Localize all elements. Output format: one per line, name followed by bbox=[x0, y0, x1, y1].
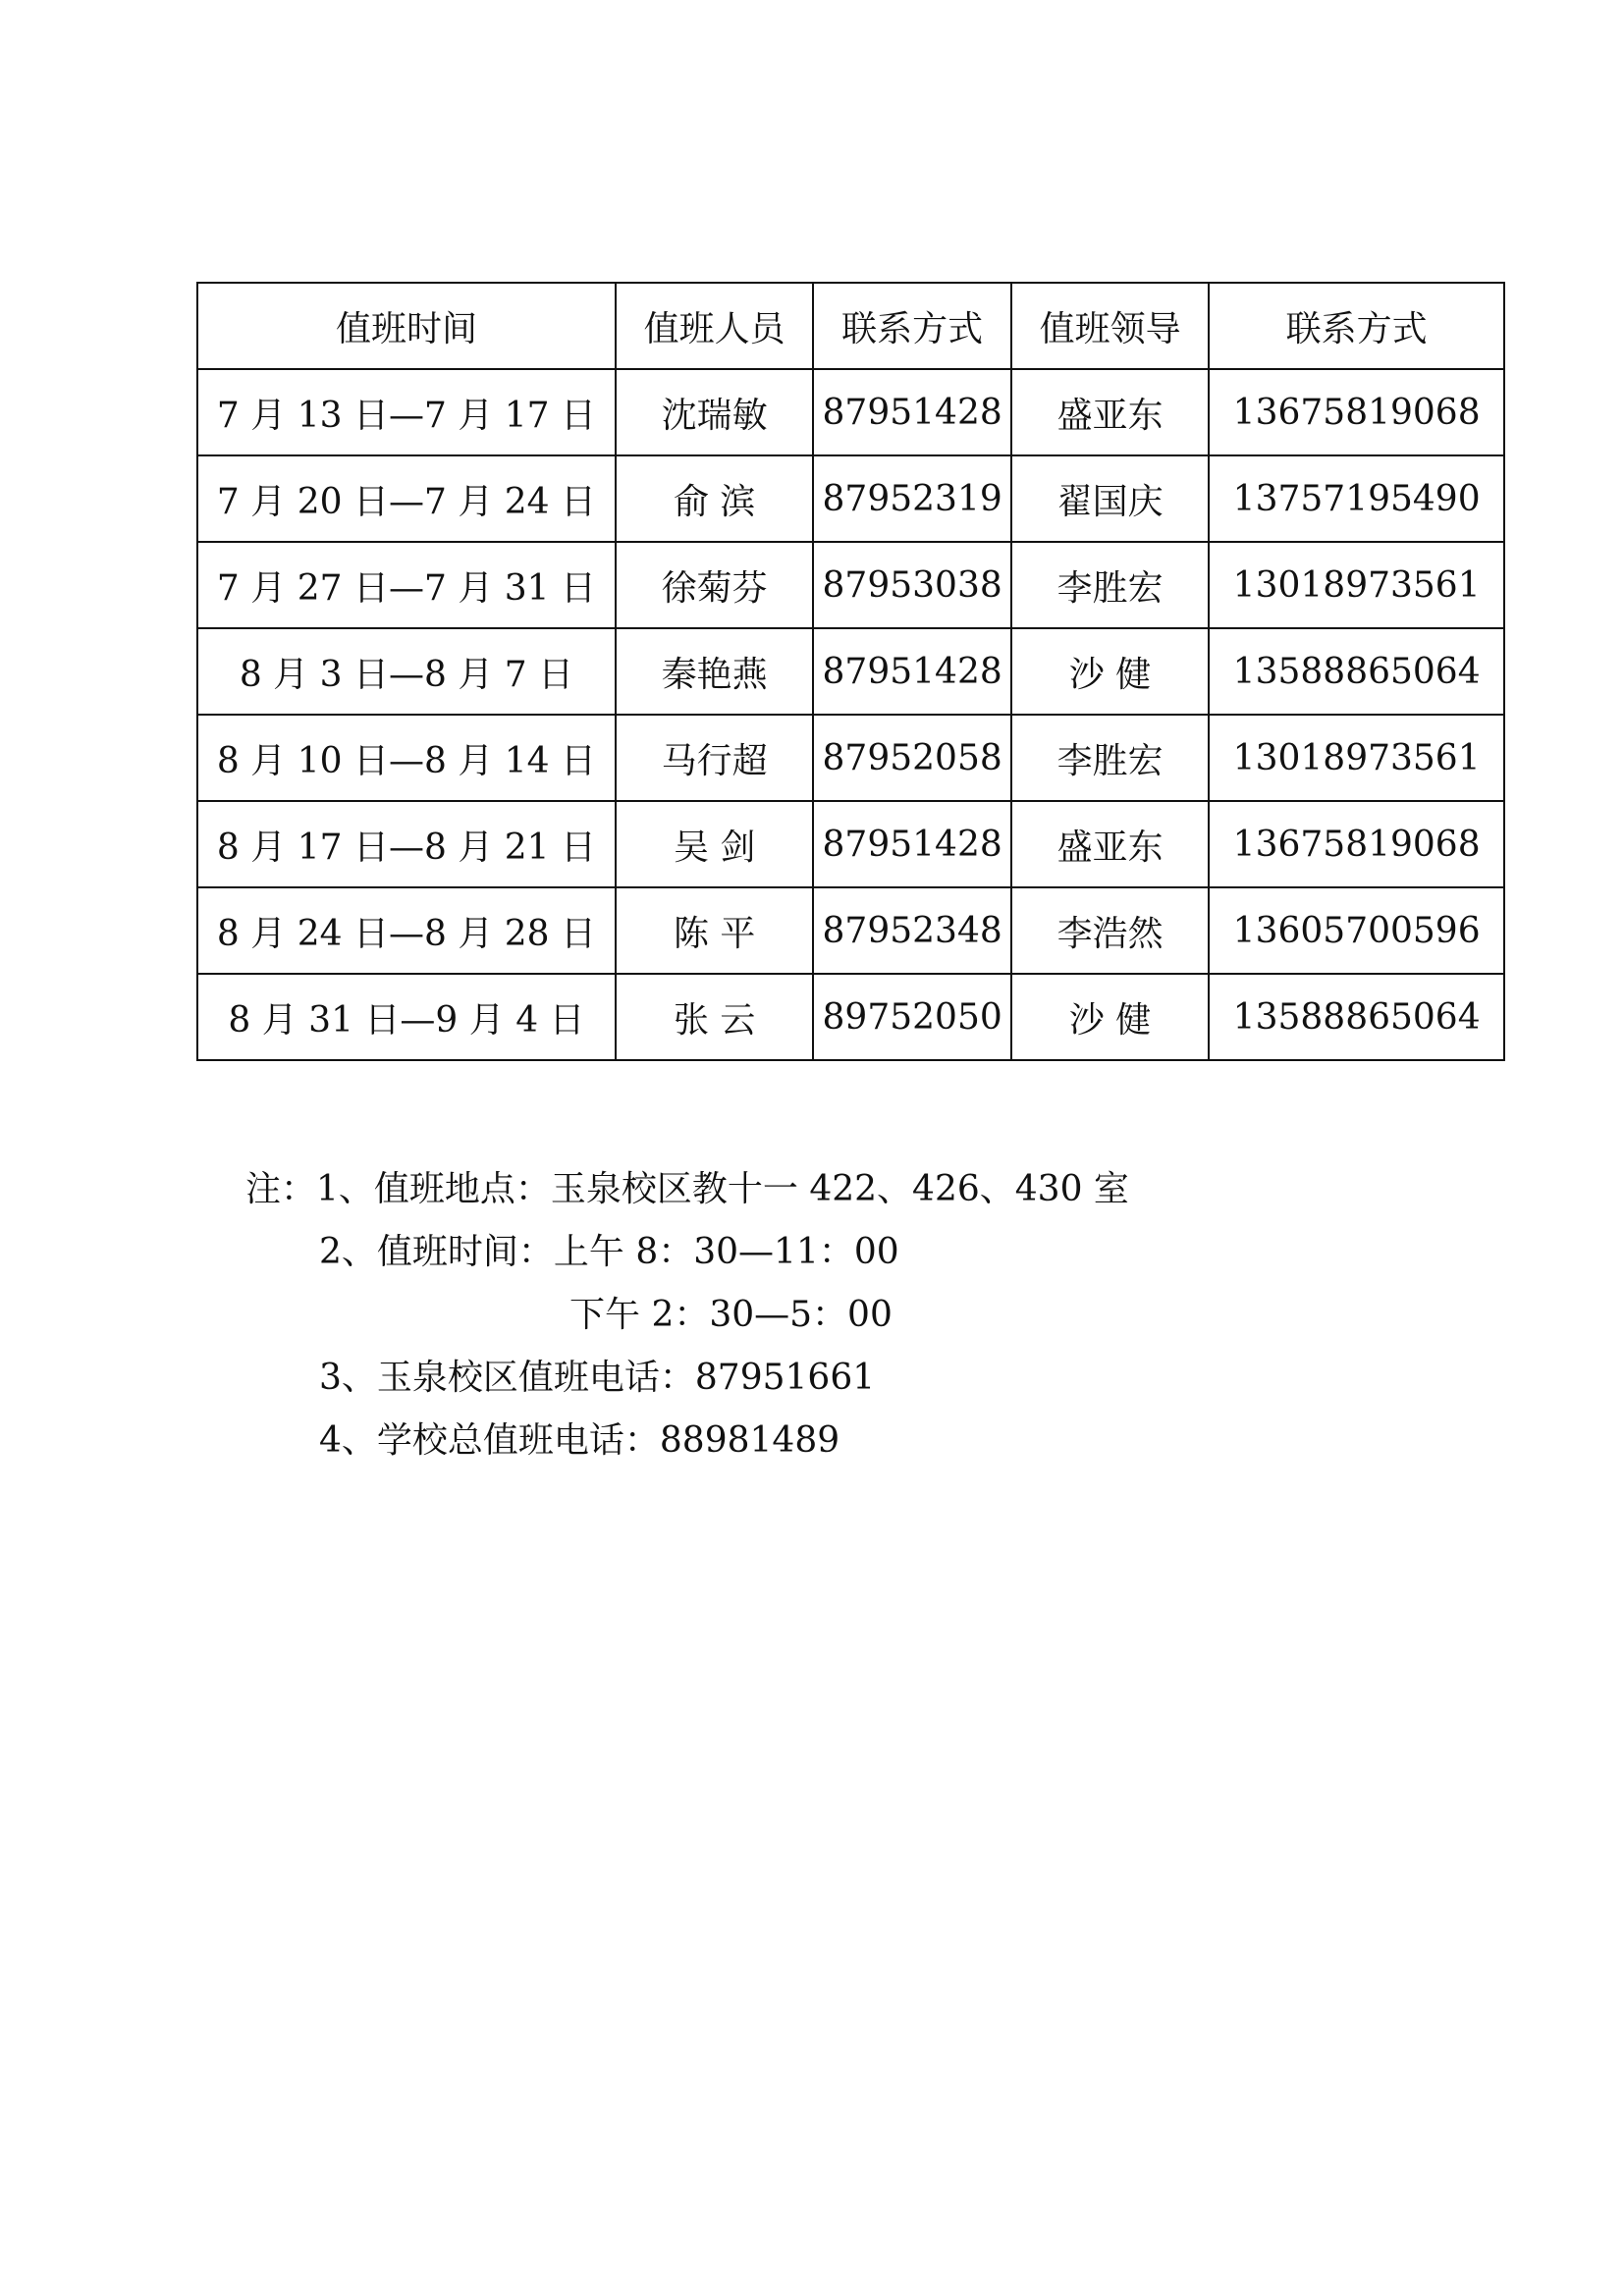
table-row bbox=[197, 974, 1504, 1060]
cell-leader-contact: 13605700596 bbox=[1209, 887, 1504, 974]
header-duty-leader: 值班领导 bbox=[1011, 283, 1209, 369]
table-row bbox=[197, 887, 1504, 974]
cell-duty-leader: 沙 健 bbox=[1011, 628, 1209, 715]
cell-staff-contact: 87951428 bbox=[813, 369, 1010, 455]
cell-duty-time: 8 月 3 日—8 月 7 日 bbox=[197, 628, 616, 715]
cell-duty-leader: 李胜宏 bbox=[1011, 715, 1209, 801]
cell-duty-staff: 秦艳燕 bbox=[616, 628, 813, 715]
cell-leader-contact: 13018973561 bbox=[1209, 542, 1504, 628]
cell-staff-contact: 87951428 bbox=[813, 801, 1010, 887]
cell-staff-contact: 87952058 bbox=[813, 715, 1010, 801]
cell-staff-contact: 87952348 bbox=[813, 887, 1010, 974]
cell-staff-contact: 89752050 bbox=[813, 974, 1010, 1060]
duty-schedule-table bbox=[196, 282, 1505, 1061]
note-duty-hours-afternoon: 下午 2：30—5：00 bbox=[569, 1295, 893, 1335]
cell-leader-contact: 13757195490 bbox=[1209, 455, 1504, 542]
cell-duty-time: 8 月 24 日—8 月 28 日 bbox=[197, 887, 616, 974]
cell-duty-staff: 张 云 bbox=[616, 974, 813, 1060]
header-duty-time: 值班时间 bbox=[197, 283, 616, 369]
table-row bbox=[197, 369, 1504, 455]
table-row bbox=[197, 801, 1504, 887]
cell-staff-contact: 87952319 bbox=[813, 455, 1010, 542]
cell-duty-leader: 沙 健 bbox=[1011, 974, 1209, 1060]
table-row bbox=[197, 628, 1504, 715]
note-duty-hours-morning: 2、值班时间：上午 8：30—11：00 bbox=[319, 1232, 899, 1272]
cell-duty-time: 8 月 31 日—9 月 4 日 bbox=[197, 974, 616, 1060]
cell-leader-contact: 13018973561 bbox=[1209, 715, 1504, 801]
cell-duty-leader: 翟国庆 bbox=[1011, 455, 1209, 542]
cell-duty-time: 8 月 10 日—8 月 14 日 bbox=[197, 715, 616, 801]
cell-duty-staff: 吴 剑 bbox=[616, 801, 813, 887]
table-header-row bbox=[197, 283, 1504, 369]
cell-duty-leader: 李浩然 bbox=[1011, 887, 1209, 974]
cell-duty-staff: 沈瑞敏 bbox=[616, 369, 813, 455]
cell-leader-contact: 13675819068 bbox=[1209, 369, 1504, 455]
cell-leader-contact: 13675819068 bbox=[1209, 801, 1504, 887]
cell-duty-staff: 马行超 bbox=[616, 715, 813, 801]
cell-staff-contact: 87951428 bbox=[813, 628, 1010, 715]
note-school-duty-phone: 4、学校总值班电话：88981489 bbox=[319, 1420, 840, 1461]
cell-duty-time: 7 月 20 日—7 月 24 日 bbox=[197, 455, 616, 542]
cell-staff-contact: 87953038 bbox=[813, 542, 1010, 628]
cell-duty-time: 7 月 27 日—7 月 31 日 bbox=[197, 542, 616, 628]
cell-duty-leader: 盛亚东 bbox=[1011, 369, 1209, 455]
table-row bbox=[197, 715, 1504, 801]
cell-duty-time: 8 月 17 日—8 月 21 日 bbox=[197, 801, 616, 887]
cell-duty-leader: 盛亚东 bbox=[1011, 801, 1209, 887]
cell-duty-staff: 俞 滨 bbox=[616, 455, 813, 542]
header-leader-contact: 联系方式 bbox=[1209, 283, 1504, 369]
cell-duty-leader: 李胜宏 bbox=[1011, 542, 1209, 628]
table-row bbox=[197, 455, 1504, 542]
header-staff-contact: 联系方式 bbox=[813, 283, 1010, 369]
notes-section bbox=[245, 1158, 1129, 1472]
cell-duty-staff: 徐菊芬 bbox=[616, 542, 813, 628]
cell-duty-staff: 陈 平 bbox=[616, 887, 813, 974]
cell-leader-contact: 13588865064 bbox=[1209, 974, 1504, 1060]
note-duty-location: 注：1、值班地点：玉泉校区教十一 422、426、430 室 bbox=[245, 1169, 1129, 1209]
table-row bbox=[197, 542, 1504, 628]
header-duty-staff: 值班人员 bbox=[616, 283, 813, 369]
cell-duty-time: 7 月 13 日—7 月 17 日 bbox=[197, 369, 616, 455]
cell-leader-contact: 13588865064 bbox=[1209, 628, 1504, 715]
note-campus-duty-phone: 3、玉泉校区值班电话：87951661 bbox=[319, 1358, 876, 1398]
